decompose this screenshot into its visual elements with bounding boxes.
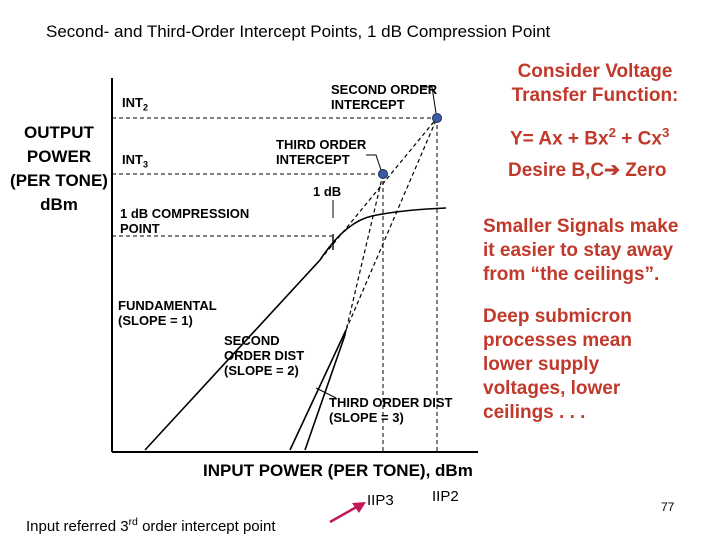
int2-label: $INT_2$ [122,95,149,113]
fundamental-extension-2 [343,174,383,232]
fundamental-label: FUNDAMENTAL (SLOPE = 1) [118,298,217,328]
y-axis-label-line-2: POWER [26,147,92,166]
iip2-label: IIP2 [432,488,459,505]
compression-point-label: 1 dB COMPRESSION POINT [120,206,250,236]
third-order-extension [345,174,383,335]
y-axis-label-line-4: dBm [40,195,78,214]
third-order-intercept-point [379,170,388,179]
desire-zero-line: Desire B,C➔ Zero [508,160,667,181]
y-axis-label-line-1: OUTPUT [24,123,94,142]
second-dist-leader [308,358,318,370]
x-axis-label: INPUT POWER (PER TONE), dBm [203,461,473,480]
transfer-equation: $Y= Ax + Bx^2 + Cx^3$ [510,125,670,150]
compression-leader [262,218,314,232]
input-referred-caption: Input referred 3rd order intercept point [26,516,276,535]
iip3-label: IIP3 [367,492,394,509]
third-order-intercept-label: THIRD ORDER INTERCEPT [276,137,367,167]
second-order-dist-label: SECOND ORDER DIST (SLOPE = 2) [224,333,305,378]
y-axis-label [2,121,116,217]
y-axis-label-line-3: (PER TONE) [10,171,108,190]
third-order-intercept-leader [366,155,381,170]
smaller-signals-note: Smaller Signals make it easier to stay away from “the ceilings”. [483,216,679,285]
slide-title: Second- and Third-Order Intercept Points, 1 dB Compression Point [46,22,551,41]
third-order-dist-label: THIRD ORDER DIST (SLOPE = 3) [329,395,453,425]
second-order-intercept-point [433,114,442,123]
page-number: 77 [661,500,675,514]
one-db-label: 1 dB [313,184,342,199]
second-order-intercept-label: SECOND ORDER INTERCEPT [331,82,438,112]
deep-submicron-note: Deep submicron processes mean lower supply voltages, lower ceilings . . . [483,306,632,423]
transfer-function-heading: Consider Voltage Transfer Function: [511,61,679,106]
right-arrow-icon: ➔ [604,160,621,181]
int3-label: $INT_3$ [122,152,149,170]
